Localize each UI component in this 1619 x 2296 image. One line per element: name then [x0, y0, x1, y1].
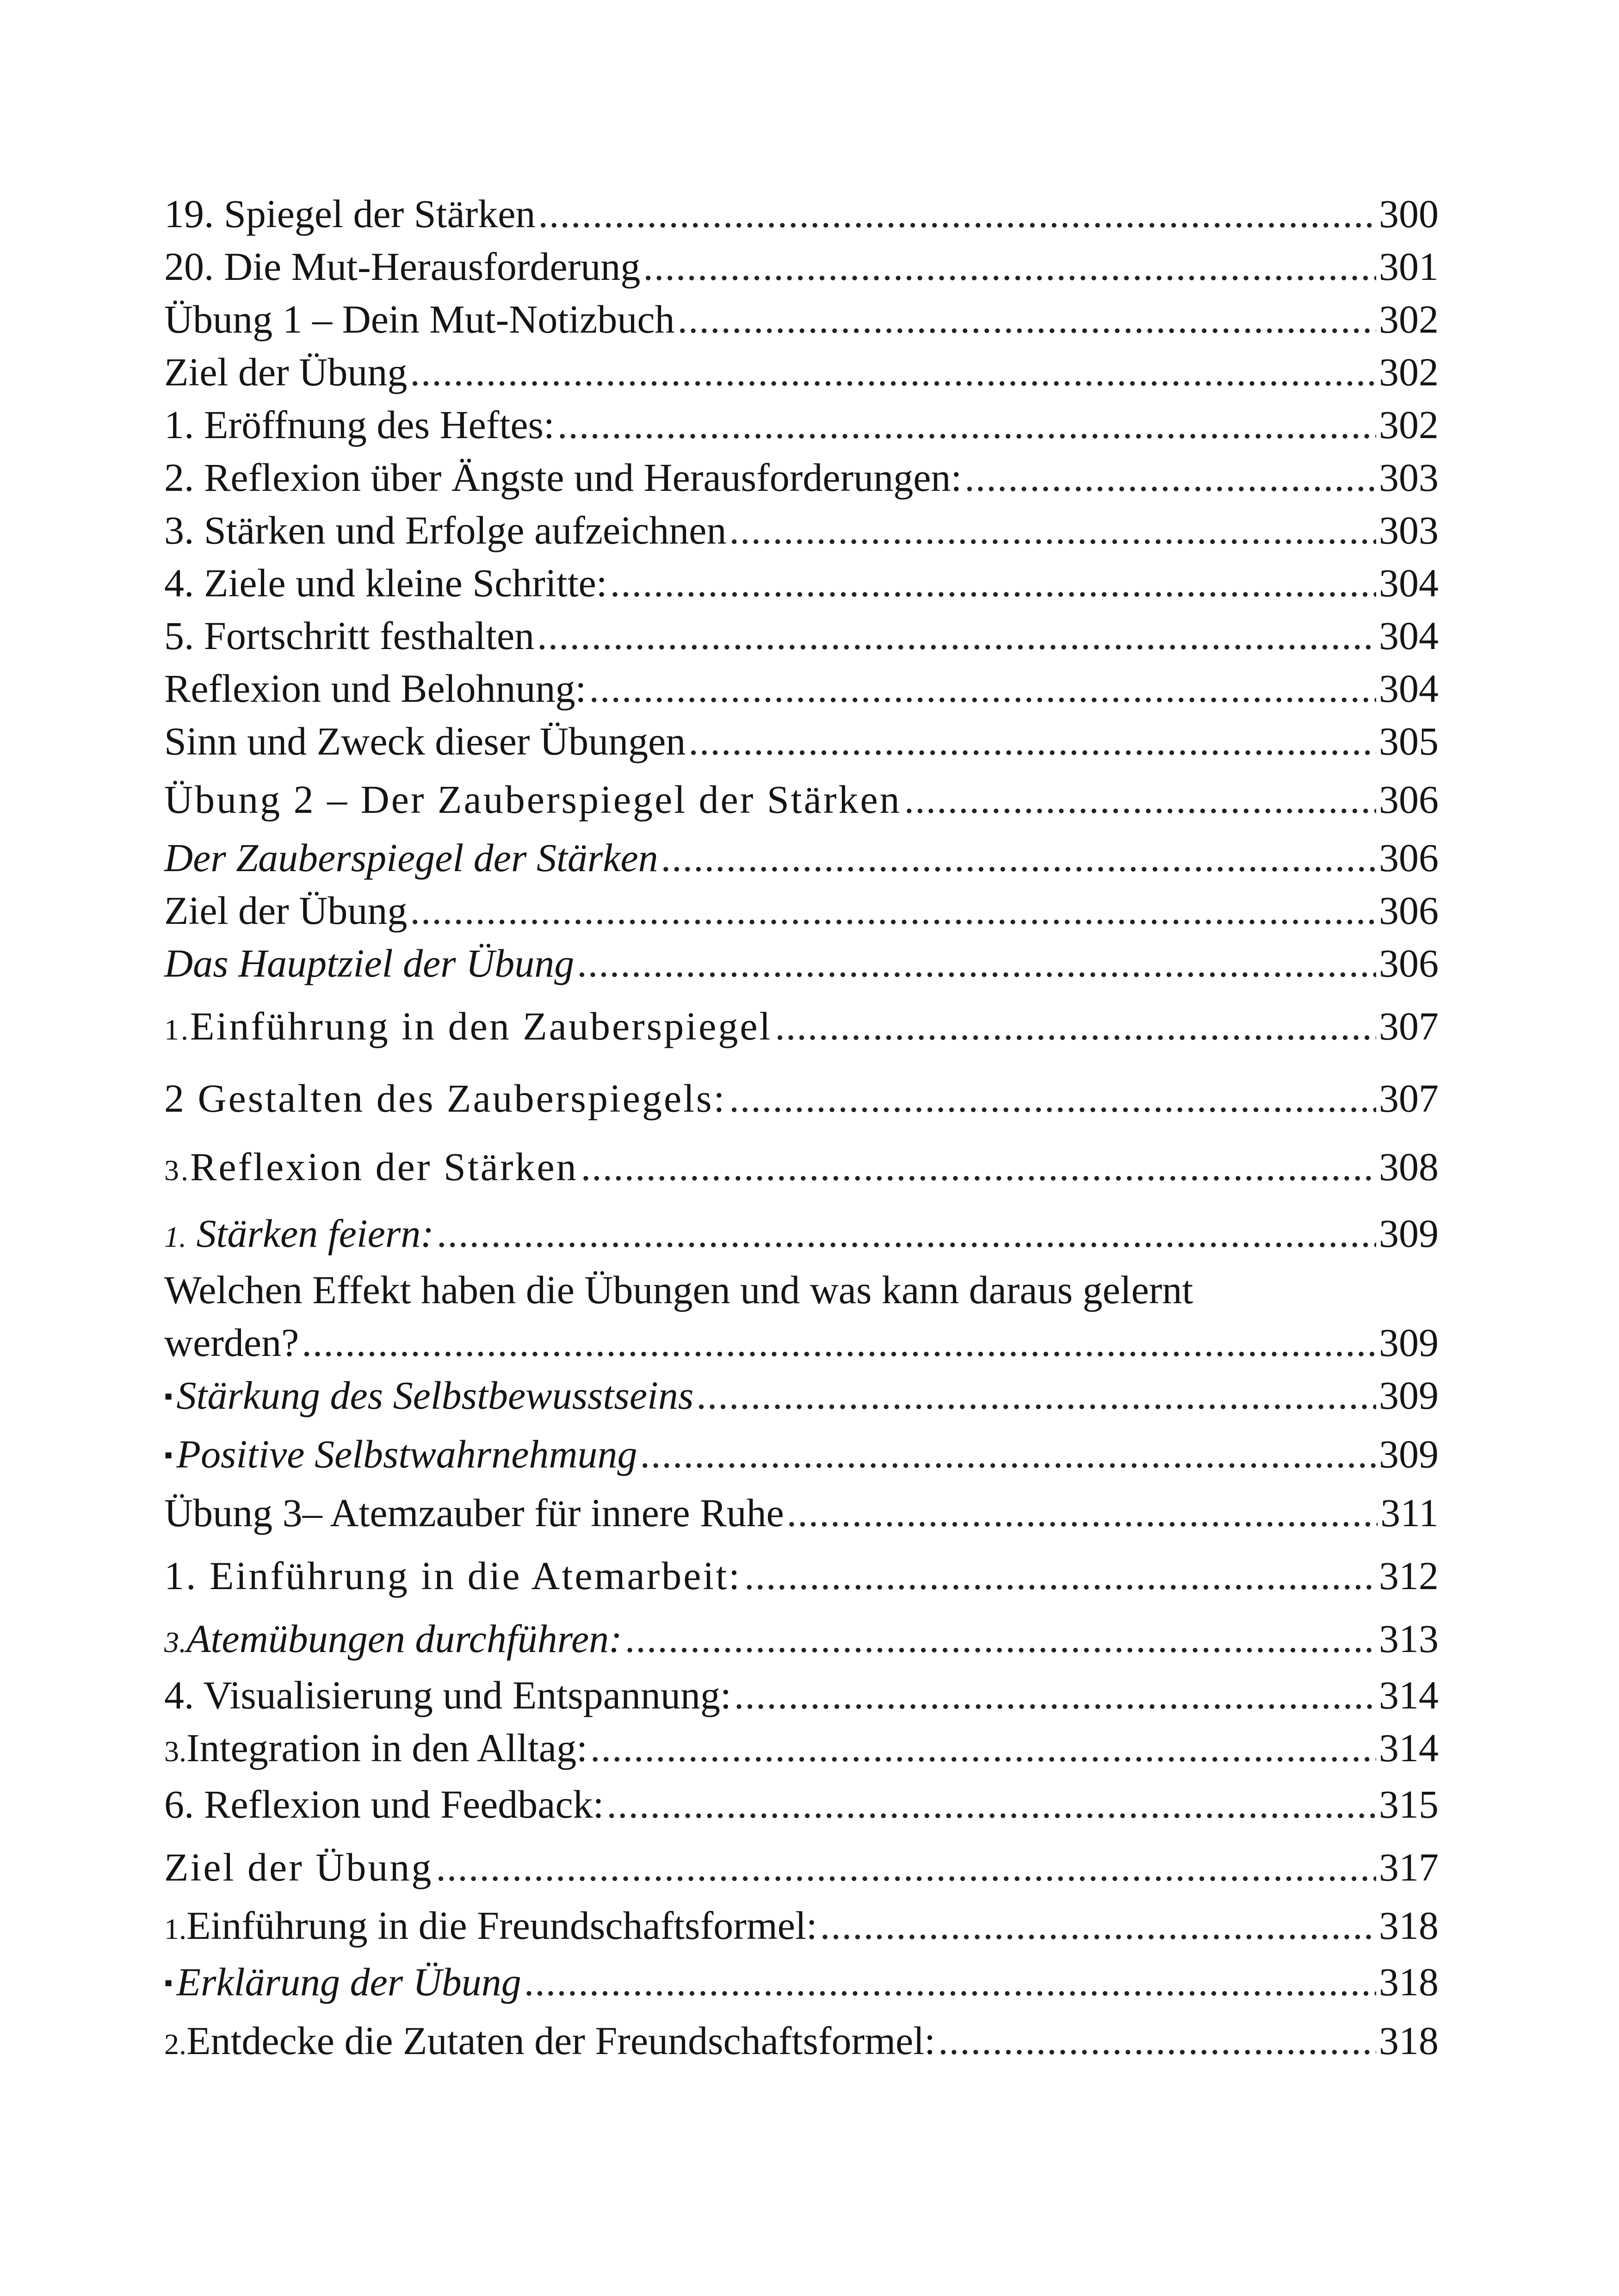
toc-entry-number: 3. — [164, 1154, 190, 1187]
dot-leader — [625, 1612, 1376, 1665]
toc-entry-text: Stärken feiern: — [196, 1211, 434, 1256]
toc-entry-title — [164, 1428, 637, 1486]
toc-page-number: 309 — [1379, 1373, 1439, 1417]
bullet-icon: ▪ — [164, 1970, 173, 1996]
toc-entry-number: 1. — [164, 1220, 186, 1253]
toc-entry[interactable] — [164, 1669, 1439, 1721]
toc-page-number: 304 — [1379, 666, 1439, 711]
toc-page-number: 317 — [1379, 1845, 1439, 1889]
toc-entry-text: Einführung in die Freundschaftsformel: — [186, 1903, 817, 1948]
dot-leader — [436, 1841, 1376, 1894]
toc-entry[interactable] — [164, 240, 1439, 293]
toc-entry-title — [164, 1000, 772, 1056]
toc-page-number: 303 — [1379, 508, 1439, 552]
toc-entry-title: Ziel der Übung — [164, 888, 408, 933]
toc-entry-title: Ziel der Übung — [164, 350, 408, 394]
dot-leader — [589, 662, 1376, 715]
toc-entry-number: 1. — [164, 1013, 190, 1046]
dot-leader — [787, 1486, 1378, 1539]
toc-entry-text: Positive Selbstwahrnehmung — [176, 1432, 637, 1476]
dot-leader — [581, 1140, 1376, 1193]
dot-leader — [744, 1549, 1376, 1602]
toc-page-number: 313 — [1379, 1616, 1439, 1661]
toc-entry-title: 4. Ziele und kleine Schritte: — [164, 561, 607, 605]
toc-entry[interactable] — [164, 884, 1439, 937]
dot-leader — [964, 451, 1376, 504]
toc-entry[interactable] — [164, 1140, 1439, 1197]
toc-page-number: 304 — [1379, 613, 1439, 658]
dot-leader — [437, 1207, 1376, 1260]
toc-entry-title: Übung 2 – Der Zauberspiegel der Stärken — [164, 777, 902, 822]
dot-leader — [557, 398, 1376, 451]
toc-entry[interactable] — [164, 609, 1439, 662]
toc-entry-title — [164, 1956, 521, 2014]
toc-entry-title-line1: Welchen Effekt haben die Übungen und was kann daraus gelernt — [164, 1268, 1193, 1312]
toc-entry-title: 19. Spiegel der Stärken — [164, 192, 536, 236]
toc-page-number: 307 — [1379, 1076, 1439, 1120]
dot-leader — [524, 1956, 1376, 2008]
toc-entry[interactable] — [164, 831, 1439, 884]
dot-leader — [688, 715, 1376, 767]
toc-page-number: 312 — [1379, 1553, 1439, 1598]
toc-entry[interactable] — [164, 1899, 1439, 1956]
toc-entry-title — [164, 1721, 587, 1778]
toc-entry[interactable] — [164, 1778, 1439, 1831]
dot-leader — [302, 1316, 1376, 1369]
toc-entry[interactable] — [164, 773, 1439, 826]
dot-leader — [729, 504, 1376, 557]
toc-entry[interactable] — [164, 1000, 1439, 1056]
dot-leader — [904, 773, 1376, 826]
toc-entry-title: 5. Fortschritt festhalten — [164, 613, 535, 658]
toc-page-number: 318 — [1379, 1960, 1439, 2004]
dot-leader — [734, 1669, 1376, 1721]
dot-leader — [640, 1428, 1377, 1480]
dot-leader — [820, 1899, 1376, 1952]
toc-entry[interactable] — [164, 2014, 1439, 2071]
toc-entry-title: Sinn und Zweck dieser Übungen — [164, 719, 686, 763]
toc-entry-title: Reflexion und Belohnung: — [164, 666, 587, 711]
toc-entry-title — [164, 1369, 693, 1428]
dot-leader — [610, 557, 1376, 609]
toc-page-number: 314 — [1379, 1673, 1439, 1717]
dot-leader — [696, 1369, 1376, 1422]
dot-leader — [538, 187, 1376, 240]
toc-entry[interactable] — [164, 662, 1439, 715]
toc-page-number: 308 — [1379, 1145, 1439, 1189]
toc-page-number: 309 — [1379, 1432, 1439, 1476]
toc-entry[interactable] — [164, 1841, 1439, 1894]
toc-page-number: 306 — [1379, 941, 1439, 985]
dot-leader — [410, 884, 1376, 937]
toc-entry[interactable] — [164, 1316, 1439, 1369]
toc-entry-title — [164, 1899, 817, 1956]
bullet-icon: ▪ — [164, 1442, 173, 1468]
toc-page-number: 305 — [1379, 719, 1439, 763]
toc-entry-title: 4. Visualisierung und Entspannung: — [164, 1673, 731, 1717]
toc-entry-title: Übung 3– Atemzauber für innere Ruhe — [164, 1491, 784, 1535]
toc-entry-title: 1. Eröffnung des Heftes: — [164, 402, 555, 447]
toc-page-number: 300 — [1379, 192, 1439, 236]
toc-entry-text: Einführung in den Zauberspiegel — [190, 1004, 772, 1048]
toc-entry-text: Integration in den Alltag: — [186, 1726, 587, 1770]
toc-entry-title: Ziel der Übung — [164, 1845, 433, 1889]
toc-entry[interactable] — [164, 1486, 1439, 1539]
toc-entry-title — [164, 2014, 935, 2071]
toc-entry[interactable] — [164, 1549, 1439, 1602]
toc-entry-title: Der Zauberspiegel der Stärken — [164, 835, 658, 880]
dot-leader — [577, 937, 1376, 990]
dot-leader — [678, 293, 1376, 346]
toc-page-number: 306 — [1379, 888, 1439, 933]
toc-entry[interactable] — [164, 1956, 1439, 2014]
toc-entry-title: Das Hauptziel der Übung — [164, 941, 575, 985]
toc-entry[interactable] — [164, 1428, 1439, 1486]
toc-entry-title: Übung 1 – Dein Mut-Notizbuch — [164, 297, 675, 341]
toc-page-number: 304 — [1379, 561, 1439, 605]
toc-page-number: 309 — [1379, 1320, 1439, 1365]
toc-entry-number: 3. — [164, 1626, 186, 1659]
toc-entry-title: 20. Die Mut-Herausforderung — [164, 244, 641, 289]
toc-entry[interactable] — [164, 1721, 1439, 1778]
dot-leader — [590, 1721, 1376, 1774]
toc-entry[interactable] — [164, 346, 1439, 398]
toc-page-number: 301 — [1379, 244, 1439, 289]
toc-page-number: 318 — [1379, 2018, 1439, 2063]
toc-entry[interactable] — [164, 398, 1439, 451]
dot-leader — [775, 1000, 1376, 1052]
toc-entry-title: 1. Einführung in die Atemarbeit: — [164, 1553, 742, 1598]
dot-leader — [729, 1072, 1376, 1125]
toc-page-number: 311 — [1380, 1491, 1439, 1535]
toc-entry-number: 1. — [164, 1912, 186, 1945]
toc-page-number: 309 — [1379, 1211, 1439, 1256]
toc-entry-text: Erklärung der Übung — [176, 1960, 521, 2004]
table-of-contents — [164, 187, 1439, 2071]
dot-leader — [410, 346, 1376, 398]
toc-entry[interactable] — [164, 1072, 1439, 1125]
toc-entry-title: 2 Gestalten des Zauberspiegels: — [164, 1076, 727, 1120]
bullet-icon: ▪ — [164, 1383, 173, 1410]
dot-leader — [643, 240, 1376, 293]
toc-entry[interactable] — [164, 293, 1439, 346]
toc-entry-number: 2. — [164, 2028, 186, 2061]
toc-page-number: 318 — [1379, 1903, 1439, 1948]
toc-entry-title: 2. Reflexion über Ängste und Herausforderungen: — [164, 455, 962, 500]
toc-page-number: 302 — [1379, 297, 1439, 341]
toc-entry[interactable] — [164, 937, 1439, 990]
toc-entry-text: Entdecke die Zutaten der Freundschaftsformel: — [186, 2018, 936, 2063]
dot-leader — [938, 2014, 1376, 2067]
toc-entry[interactable] — [164, 1612, 1439, 1669]
toc-entry[interactable] — [164, 451, 1439, 504]
toc-page-number: 306 — [1379, 835, 1439, 880]
toc-entry-title: 3. Stärken und Erfolge aufzeichnen — [164, 508, 727, 552]
toc-page-number: 302 — [1379, 350, 1439, 394]
toc-page-number: 306 — [1379, 777, 1439, 822]
toc-page-number: 314 — [1379, 1726, 1439, 1770]
toc-entry-title: 6. Reflexion und Feedback: — [164, 1782, 604, 1826]
toc-entry-text: Atemübungen durchführen: — [186, 1616, 622, 1661]
toc-entry-number: 3. — [164, 1735, 186, 1768]
toc-entry-text: Stärkung des Selbstbewusstseins — [176, 1373, 694, 1417]
toc-entry[interactable] — [164, 715, 1439, 767]
toc-page-number: 307 — [1379, 1004, 1439, 1048]
toc-entry-title — [164, 1140, 578, 1197]
toc-entry[interactable] — [164, 557, 1439, 609]
toc-entry-text: Reflexion der Stärken — [190, 1145, 578, 1189]
toc-entry[interactable] — [164, 1207, 1439, 1263]
toc-page-number: 315 — [1379, 1782, 1439, 1826]
toc-entry-title — [164, 1207, 434, 1263]
dot-leader — [661, 831, 1376, 884]
toc-entry-title — [164, 1612, 622, 1669]
dot-leader — [607, 1778, 1376, 1831]
toc-page-number: 302 — [1379, 402, 1439, 447]
dot-leader — [537, 609, 1376, 662]
toc-entry-title: werden? — [164, 1320, 299, 1365]
toc-page-number: 303 — [1379, 455, 1439, 500]
toc-entry[interactable] — [164, 1369, 1439, 1428]
toc-entry[interactable] — [164, 504, 1439, 557]
toc-entry[interactable] — [164, 187, 1439, 240]
